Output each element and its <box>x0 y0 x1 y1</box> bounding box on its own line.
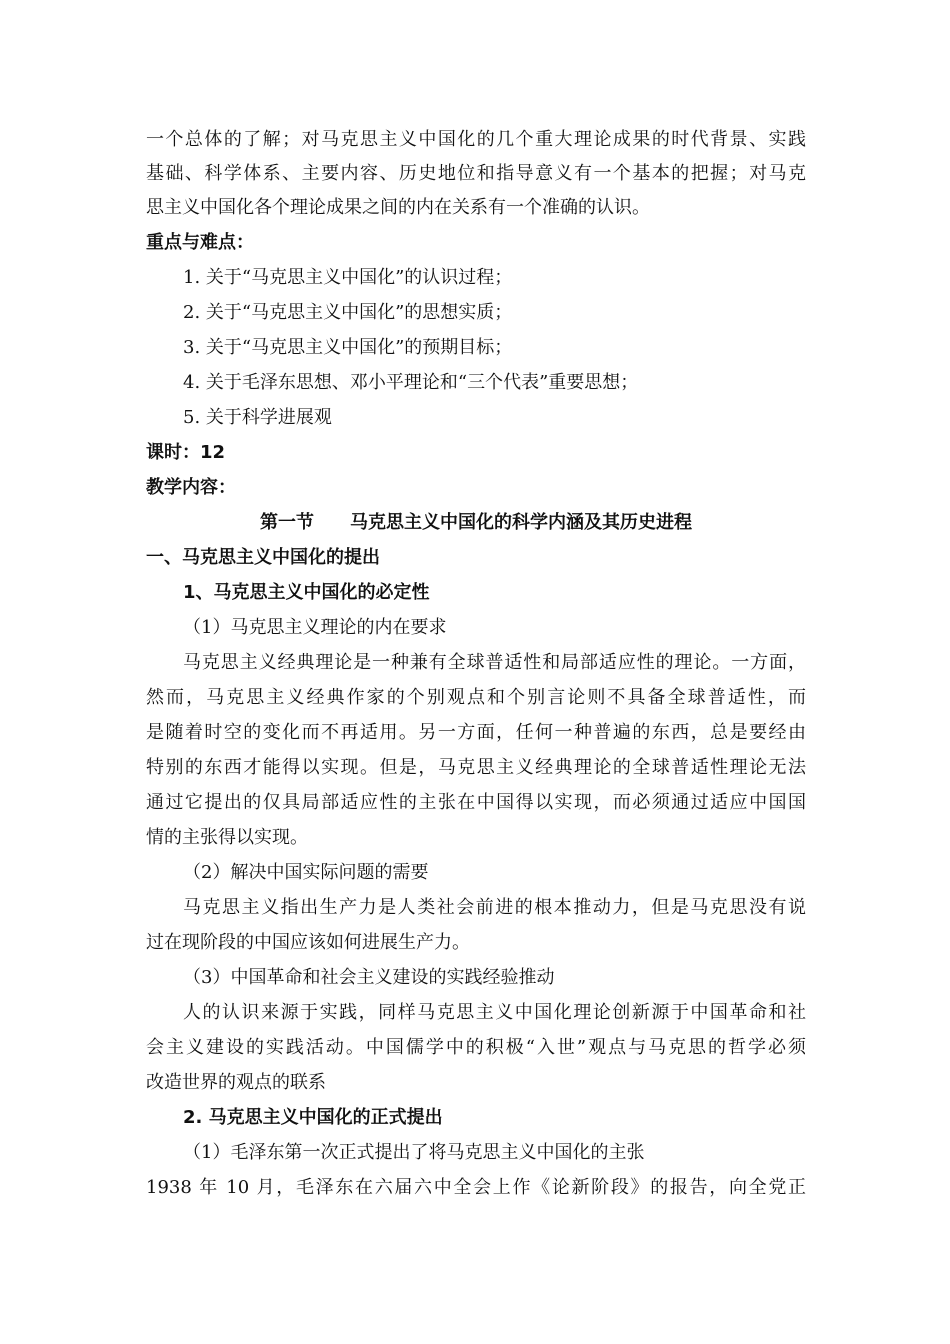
paragraph-line: 马克思主义指出生产力是人类社会前进的根本推动力，但是马克思没有说 <box>183 897 806 918</box>
class-hours: 课时：12 <box>146 442 226 463</box>
paragraph-line: 马克思主义经典理论是一种兼有全球普适性和局部适应性的理论。一方面， <box>183 652 806 673</box>
key-point-item: 3. 关于“马克思主义中国化”的预期目标； <box>183 337 513 358</box>
subsection-title: 1、马克思主义中国化的必定性 <box>183 582 430 603</box>
intro-line-3: 思主义中国化各个理论成果之间的内在关系有一个准确的认识。 <box>146 197 650 218</box>
paragraph-line: 人的认识来源于实践，同样马克思主义中国化理论创新源于中国革命和社 <box>183 1002 806 1023</box>
paragraph-line: 通过它提出的仅具局部适应性的主张在中国得以实现，而必须通过适应中国国 <box>146 792 806 813</box>
content-heading: 教学内容： <box>146 477 236 498</box>
key-points-heading: 重点与难点： <box>146 232 254 253</box>
point-title: （1）马克思主义理论的内在要求 <box>183 617 447 638</box>
paragraph-line: 特别的东西才能得以实现。但是，马克思主义经典理论的全球普适性理论无法 <box>146 757 806 778</box>
intro-line-2: 基础、科学体系、主要内容、历史地位和指导意义有一个基本的把握；对马克 <box>146 163 806 184</box>
paragraph-line: 会主义建设的实践活动。中国儒学中的积极“入世”观点与马克思的哲学必须 <box>146 1037 806 1058</box>
paragraph-line: 过在现阶段的中国应该如何进展生产力。 <box>146 932 470 953</box>
point-title: （3）中国革命和社会主义建设的实践经验推动 <box>183 967 555 988</box>
paragraph-line: 改造世界的观点的联系 <box>146 1072 326 1093</box>
part1-title: 一、马克思主义中国化的提出 <box>146 547 380 568</box>
intro-line-1: 一个总体的了解；对马克思主义中国化的几个重大理论成果的时代背景、实践 <box>146 129 806 150</box>
key-point-item: 2. 关于“马克思主义中国化”的思想实质； <box>183 302 513 323</box>
paragraph-line: 然而，马克思主义经典作家的个别观点和个别言论则不具备全球普适性，而 <box>146 687 806 708</box>
section-title: 第一节 马克思主义中国化的科学内涵及其历史进程 <box>260 512 692 533</box>
subsection-title: 2. 马克思主义中国化的正式提出 <box>183 1107 443 1128</box>
paragraph-line: 情的主张得以实现。 <box>146 827 308 848</box>
key-point-item: 1. 关于“马克思主义中国化”的认识过程； <box>183 267 513 288</box>
paragraph-line: 1938 年 10 月，毛泽东在六届六中全会上作《论新阶段》的报告，向全党正 <box>146 1177 806 1198</box>
point-title: （2）解决中国实际问题的需要 <box>183 862 429 883</box>
point-title: （1）毛泽东第一次正式提出了将马克思主义中国化的主张 <box>183 1142 645 1163</box>
key-point-item: 5. 关于科学进展观 <box>183 407 332 428</box>
paragraph-line: 是随着时空的变化而不再适用。另一方面，任何一种普遍的东西，总是要经由 <box>146 722 806 743</box>
key-point-item: 4. 关于毛泽东思想、邓小平理论和“三个代表”重要思想； <box>183 372 639 393</box>
